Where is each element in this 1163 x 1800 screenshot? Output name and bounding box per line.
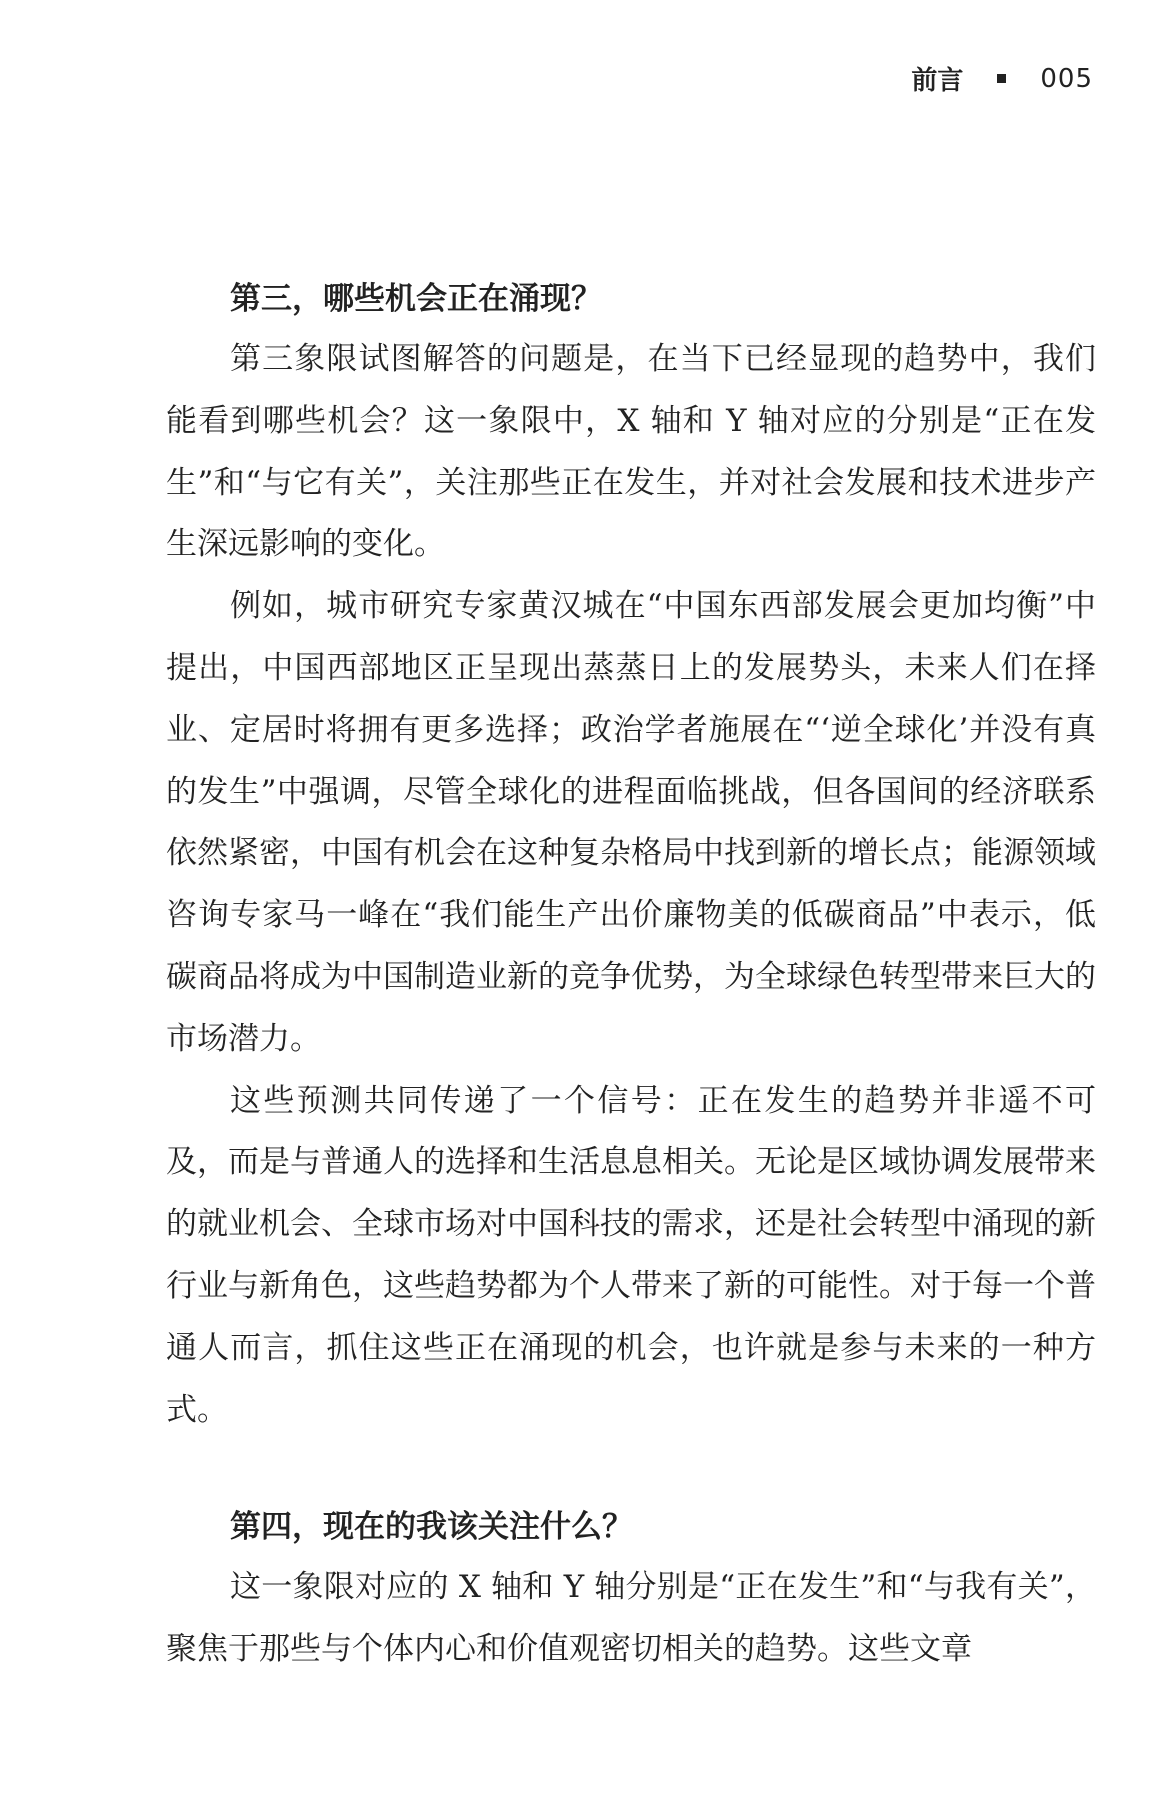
paragraph: 第三象限试图解答的问题是，在当下已经显现的趋势中，我们能看到哪些机会？这一象限中，X 轴和 Y 轴对应的分别是“正在发生”和“与它有关”，关注那些正在发生，并对社会发展和技术进步产生深远影响的变化。 — [166, 341, 1096, 563]
paragraph: 例如，城市研究专家黄汉城在“中国东西部发展会更加均衡”中提出，中国西部地区正呈现出蒸蒸日上的发展势头，未来人们在择业、定居时将拥有更多选择；政治学者施展在“‘逆全球化’并没有真的发生”中强调，尽管全球化的进程面临挑战，但各国间的经济联系依然紧密，中国有机会在这种复杂格局中找到新的增长点；能源领域咨询专家马一峰在“我们能生产出价廉物美的低碳商品”中表示，低碳商品将成为中国制造业新的竞争优势，为全球绿色转型带来巨大的市场潜力。 — [166, 588, 1096, 1057]
paragraph: 这一象限对应的 X 轴和 Y 轴分别是“正在发生”和“与我有关”，聚焦于那些与个体内心和价值观密切相关的趋势。这些文章 — [166, 1569, 1096, 1667]
separator-square-icon — [997, 74, 1006, 83]
paragraph: 这些预测共同传递了一个信号：正在发生的趋势并非遥不可及，而是与普通人的选择和生活息息相关。无论是区域协调发展带来的就业机会、全球市场对中国科技的需求，还是社会转型中涌现的新行业与新角色，这些趋势都为个人带来了新的可能性。对于每一个普通人而言，抓住这些正在涌现的机会，也许就是参与未来的一种方式。 — [166, 1082, 1096, 1428]
running-head — [911, 60, 1093, 97]
section-three — [166, 269, 1096, 1441]
section-heading: 第三，哪些机会正在涌现？ — [230, 281, 602, 317]
page-number: 005 — [1040, 63, 1093, 94]
section-heading: 第四，现在的我该关注什么？ — [230, 1509, 633, 1545]
running-head-section: 前言 — [911, 66, 964, 96]
section-four — [166, 1497, 1096, 1681]
